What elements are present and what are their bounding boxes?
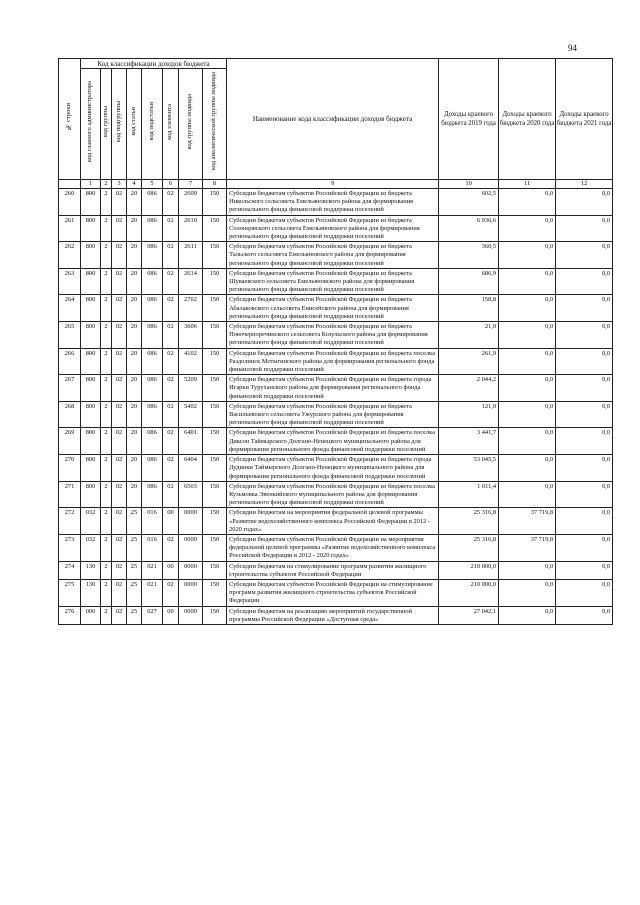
- code-cell: 6404: [179, 455, 203, 482]
- code-cell: 2: [101, 534, 112, 561]
- income-2020: 37 719,8: [499, 508, 556, 535]
- income-2020: 0,0: [499, 606, 556, 624]
- code-group-header: Код классификации доходов бюджета: [81, 59, 227, 69]
- code-cell: 016: [142, 534, 163, 561]
- code-cell: 150: [203, 215, 227, 242]
- income-2020: 0,0: [499, 455, 556, 482]
- code-cell: 150: [203, 242, 227, 269]
- income-2020: 37 719,8: [499, 534, 556, 561]
- code-cell: 800: [81, 322, 101, 349]
- code-cell: 150: [203, 455, 227, 482]
- income-2020: 0,0: [499, 481, 556, 508]
- code-cell: 02: [112, 579, 127, 606]
- code-cell: 800: [81, 189, 101, 216]
- row-number: 267: [59, 375, 81, 402]
- code-cell: 800: [81, 268, 101, 295]
- code-cell: 20: [127, 242, 142, 269]
- code-cell: 20: [127, 401, 142, 428]
- table-row: [59, 375, 613, 402]
- table-row: [59, 242, 613, 269]
- column-number: 6: [163, 180, 179, 189]
- code-cell: 02: [112, 455, 127, 482]
- income-2021: 0,0: [556, 242, 613, 269]
- code-cell: 150: [203, 428, 227, 455]
- income-2021: 0,0: [556, 189, 613, 216]
- code-cell: 02: [112, 189, 127, 216]
- code-column-header: код статьи: [127, 69, 142, 180]
- code-cell: 150: [203, 322, 227, 349]
- table-row: [59, 322, 613, 349]
- table-row: [59, 215, 613, 242]
- income-2019: 210 000,0: [439, 561, 499, 579]
- page-number: 94: [568, 43, 577, 53]
- row-number: 262: [59, 242, 81, 269]
- budget-income-table: [58, 58, 613, 625]
- income-2021: 0,0: [556, 561, 613, 579]
- column-number: 10: [439, 180, 499, 189]
- code-cell: 150: [203, 579, 227, 606]
- column-number: 8: [203, 180, 227, 189]
- code-cell: 2: [101, 268, 112, 295]
- code-cell: 2702: [179, 295, 203, 322]
- income-2020: 0,0: [499, 215, 556, 242]
- code-cell: 086: [142, 242, 163, 269]
- code-cell: 2609: [179, 189, 203, 216]
- code-cell: 086: [142, 268, 163, 295]
- income-name: Субсидии бюджетам субъектов Российской Федерации из бюджета Шуваевского сельсовета Емельяновского района для формирования регионального фонда финансовой поддержки поселений: [227, 268, 439, 295]
- code-cell: 2: [101, 606, 112, 624]
- income-2019: 121,0: [439, 401, 499, 428]
- income-name: Субсидии бюджетам субъектов Российской Федерации из бюджета Новочерноречинского сельсовета Козульского района для формирования регионального фонда финансовой поддержки поселений: [227, 322, 439, 349]
- table-row: [59, 534, 613, 561]
- income-name: Субсидии бюджетам субъектов Российской Федерации из бюджета Васильевского сельсовета Ужурского района для формирования регионального фонда финансовой поддержки поселений: [227, 401, 439, 428]
- column-number-blank: [59, 180, 81, 189]
- income-2021: 0,0: [556, 268, 613, 295]
- code-cell: 2: [101, 455, 112, 482]
- code-cell: 021: [142, 561, 163, 579]
- column-number: 3: [112, 180, 127, 189]
- code-cell: 2: [101, 481, 112, 508]
- income-2021: 0,0: [556, 534, 613, 561]
- table-row: [59, 455, 613, 482]
- code-cell: 20: [127, 215, 142, 242]
- code-cell: 6401: [179, 428, 203, 455]
- code-cell: 2: [101, 561, 112, 579]
- income-2020: 0,0: [499, 348, 556, 375]
- code-cell: 20: [127, 375, 142, 402]
- code-cell: 150: [203, 268, 227, 295]
- code-cell: 02: [112, 606, 127, 624]
- code-cell: 4102: [179, 348, 203, 375]
- column-number: 2: [101, 180, 112, 189]
- code-cell: 086: [142, 295, 163, 322]
- code-cell: 800: [81, 242, 101, 269]
- code-cell: 2: [101, 295, 112, 322]
- code-cell: 800: [81, 455, 101, 482]
- code-cell: 032: [81, 508, 101, 535]
- table-row: [59, 428, 613, 455]
- code-cell: 5402: [179, 401, 203, 428]
- code-cell: 2: [101, 189, 112, 216]
- income-2020: 0,0: [499, 322, 556, 349]
- table-row: [59, 295, 613, 322]
- code-column-header: код элемента: [163, 69, 179, 180]
- code-cell: 02: [163, 215, 179, 242]
- code-cell: 086: [142, 348, 163, 375]
- code-cell: 02: [112, 428, 127, 455]
- column-number: 11: [499, 180, 556, 189]
- code-cell: 086: [142, 401, 163, 428]
- row-number: 264: [59, 295, 81, 322]
- income-2019: 158,8: [439, 295, 499, 322]
- income-name: Субсидии бюджетам субъектов Российской Федерации из бюджета Никольского сельсовета Емельяновского района для формирования регионального фонда финансовой поддержки поселений: [227, 189, 439, 216]
- row-number: 266: [59, 348, 81, 375]
- code-cell: 02: [163, 295, 179, 322]
- code-column-header: код подстатьи: [142, 69, 163, 180]
- code-cell: 800: [81, 375, 101, 402]
- code-cell: 2: [101, 322, 112, 349]
- income-2020: 0,0: [499, 242, 556, 269]
- code-cell: 25: [127, 508, 142, 535]
- code-cell: 20: [127, 455, 142, 482]
- table-row: [59, 579, 613, 606]
- income-name: Субсидии бюджетам субъектов Российской Федерации из бюджета Абалаковского сельсовета Енисейского района для формирования регионального фонда финансовой поддержки поселений: [227, 295, 439, 322]
- code-cell: 2: [101, 401, 112, 428]
- income-2019: 360,5: [439, 242, 499, 269]
- income-2019: 1 011,4: [439, 481, 499, 508]
- income-2019: 3 441,7: [439, 428, 499, 455]
- income-name: Субсидии бюджетам субъектов Российской Федерации из бюджета поселка Диксон Таймырского Долгано-Ненецкого муниципального района для формирования регионального фонда финансовой поддержки поселений: [227, 428, 439, 455]
- column-number: 5: [142, 180, 163, 189]
- code-cell: 800: [81, 215, 101, 242]
- code-column-header: код подгруппы: [112, 69, 127, 180]
- code-cell: 2: [101, 375, 112, 402]
- row-number: 261: [59, 215, 81, 242]
- income-2021: 0,0: [556, 401, 613, 428]
- code-cell: 800: [81, 348, 101, 375]
- code-cell: 6503: [179, 481, 203, 508]
- code-cell: 02: [163, 455, 179, 482]
- code-cell: 02: [163, 268, 179, 295]
- code-cell: 02: [163, 401, 179, 428]
- row-number: 272: [59, 508, 81, 535]
- name-column-header: Наименование кода классификации доходов бюджета: [227, 59, 439, 180]
- code-cell: 130: [81, 561, 101, 579]
- code-cell: 086: [142, 455, 163, 482]
- code-cell: 016: [142, 508, 163, 535]
- income-2021: 0,0: [556, 579, 613, 606]
- code-cell: 150: [203, 348, 227, 375]
- code-cell: 800: [81, 295, 101, 322]
- code-cell: 20: [127, 322, 142, 349]
- table-row: [59, 348, 613, 375]
- code-cell: 20: [127, 189, 142, 216]
- code-cell: 25: [127, 579, 142, 606]
- row-number: 269: [59, 428, 81, 455]
- code-cell: 00: [163, 606, 179, 624]
- row-number: 265: [59, 322, 81, 349]
- income-2019: 602,5: [439, 189, 499, 216]
- code-cell: 086: [142, 481, 163, 508]
- code-cell: 027: [142, 606, 163, 624]
- income-2021: 0,0: [556, 508, 613, 535]
- table-row: [59, 189, 613, 216]
- code-cell: 02: [163, 579, 179, 606]
- income-name: Субсидии бюджетам на реализацию мероприятий государственной программы Российской Федерации «Доступная среда»: [227, 606, 439, 624]
- table-row: [59, 606, 613, 624]
- code-cell: 02: [112, 534, 127, 561]
- income-2019: 25 316,8: [439, 534, 499, 561]
- code-cell: 20: [127, 295, 142, 322]
- income-2021: 0,0: [556, 428, 613, 455]
- code-cell: 150: [203, 534, 227, 561]
- code-cell: 2: [101, 348, 112, 375]
- code-column-header: код главного администратора: [81, 69, 101, 180]
- income-2020: 0,0: [499, 375, 556, 402]
- code-cell: 02: [163, 428, 179, 455]
- code-cell: 2: [101, 508, 112, 535]
- income-2021: 0,0: [556, 322, 613, 349]
- income-2020-header: Доходы краевого бюджета 2020 года: [499, 59, 556, 180]
- code-cell: 02: [112, 348, 127, 375]
- income-2019: 261,9: [439, 348, 499, 375]
- code-cell: 086: [142, 215, 163, 242]
- income-2020: 0,0: [499, 189, 556, 216]
- income-2021-header: Доходы краевого бюджета 2021 года: [556, 59, 613, 180]
- code-cell: 20: [127, 481, 142, 508]
- code-cell: 02: [163, 534, 179, 561]
- row-number: 263: [59, 268, 81, 295]
- income-2019: 6 936,6: [439, 215, 499, 242]
- income-2020: 0,0: [499, 561, 556, 579]
- row-number: 270: [59, 455, 81, 482]
- income-2021: 0,0: [556, 295, 613, 322]
- code-cell: 800: [81, 481, 101, 508]
- code-cell: 0000: [179, 579, 203, 606]
- code-cell: 02: [163, 375, 179, 402]
- income-2019: 27 042,1: [439, 606, 499, 624]
- code-cell: 0000: [179, 534, 203, 561]
- code-cell: 02: [163, 481, 179, 508]
- column-number: 12: [556, 180, 613, 189]
- income-name: Субсидии бюджетам субъектов Российской Федерации из бюджета города Игарки Туруханского района для формирования регионального фонда финансовой поддержки поселений: [227, 375, 439, 402]
- row-number: 276: [59, 606, 81, 624]
- income-name: Субсидии бюджетам субъектов Российской Федерации из бюджета поселка Кузьмовка Эвенкийского муниципального района для формирования регионального фонда финансовой поддержки поселений: [227, 481, 439, 508]
- table-row: [59, 268, 613, 295]
- code-cell: 150: [203, 561, 227, 579]
- income-2020: 0,0: [499, 579, 556, 606]
- code-column-header: код аналитической группы подвида: [203, 69, 227, 180]
- income-name: Субсидии бюджетам субъектов Российской Федерации из бюджета города Дудинки Таймырского Долгано-Ненецкого муниципального района для формирования регионального фонда финансовой поддержки поселений: [227, 455, 439, 482]
- code-cell: 25: [127, 606, 142, 624]
- income-2020: 0,0: [499, 295, 556, 322]
- code-cell: 25: [127, 534, 142, 561]
- code-cell: 150: [203, 295, 227, 322]
- income-2021: 0,0: [556, 606, 613, 624]
- row-number: 273: [59, 534, 81, 561]
- code-cell: 150: [203, 401, 227, 428]
- table-row: [59, 401, 613, 428]
- code-cell: 150: [203, 606, 227, 624]
- code-cell: 2: [101, 428, 112, 455]
- income-2021: 0,0: [556, 455, 613, 482]
- income-name: Субсидии бюджетам субъектов Российской Федерации из бюджета Тальского сельсовета Емельяновского района для формирования регионального фонда финансовой поддержки поселений: [227, 242, 439, 269]
- code-cell: 2: [101, 579, 112, 606]
- code-cell: 032: [81, 534, 101, 561]
- table-row: [59, 508, 613, 535]
- code-cell: 02: [163, 189, 179, 216]
- code-cell: 00: [163, 561, 179, 579]
- code-cell: 02: [112, 481, 127, 508]
- code-cell: 02: [112, 375, 127, 402]
- income-2019: 210 000,0: [439, 579, 499, 606]
- code-cell: 150: [203, 375, 227, 402]
- row-number: 274: [59, 561, 81, 579]
- income-name: Субсидии бюджетам на стимулирование программ развития жилищного строительства субъектов Российской Федерации: [227, 561, 439, 579]
- code-cell: 0000: [179, 508, 203, 535]
- income-2019: 53 045,5: [439, 455, 499, 482]
- code-cell: 00: [163, 508, 179, 535]
- income-2021: 0,0: [556, 481, 613, 508]
- code-cell: 02: [163, 322, 179, 349]
- code-cell: 2: [101, 242, 112, 269]
- code-cell: 02: [112, 215, 127, 242]
- code-cell: 021: [142, 579, 163, 606]
- code-cell: 20: [127, 428, 142, 455]
- code-cell: 086: [142, 428, 163, 455]
- income-2019: 21,0: [439, 322, 499, 349]
- code-cell: 2: [101, 215, 112, 242]
- income-2019: 2 044,2: [439, 375, 499, 402]
- income-name: Субсидии бюджетам субъектов Российской Федерации на мероприятия федеральной целевой программы «Развитие водохозяйственного комплекса Российской Федерации в 2012 - 2020 годах»: [227, 534, 439, 561]
- code-column-header: код группы: [101, 69, 112, 180]
- code-cell: 2614: [179, 268, 203, 295]
- code-cell: 0000: [179, 606, 203, 624]
- income-name: Субсидии бюджетам субъектов Российской Федерации на стимулирование программ развития жилищного строительства субъектов Российской Федерации: [227, 579, 439, 606]
- income-name: Субсидии бюджетам субъектов Российской Федерации из бюджета Солонцовского сельсовета Емельяновского района для формирования регионального фонда финансовой поддержки поселений: [227, 215, 439, 242]
- code-cell: 02: [112, 242, 127, 269]
- column-number: 4: [127, 180, 142, 189]
- code-cell: 25: [127, 561, 142, 579]
- code-cell: 0000: [179, 561, 203, 579]
- code-cell: 2611: [179, 242, 203, 269]
- code-cell: 3606: [179, 322, 203, 349]
- code-cell: 086: [142, 189, 163, 216]
- income-2020: 0,0: [499, 268, 556, 295]
- income-2020: 0,0: [499, 428, 556, 455]
- code-cell: 000: [81, 606, 101, 624]
- code-cell: 150: [203, 508, 227, 535]
- income-2021: 0,0: [556, 348, 613, 375]
- income-2021: 0,0: [556, 215, 613, 242]
- code-cell: 02: [112, 561, 127, 579]
- column-number: 1: [81, 180, 101, 189]
- code-cell: 800: [81, 401, 101, 428]
- code-cell: 02: [163, 242, 179, 269]
- code-cell: 20: [127, 348, 142, 375]
- row-number: 275: [59, 579, 81, 606]
- code-cell: 02: [112, 508, 127, 535]
- code-cell: 086: [142, 375, 163, 402]
- income-2021: 0,0: [556, 375, 613, 402]
- row-number: 271: [59, 481, 81, 508]
- income-2019: 25 316,8: [439, 508, 499, 535]
- code-cell: 5209: [179, 375, 203, 402]
- code-cell: 02: [112, 295, 127, 322]
- code-cell: 150: [203, 189, 227, 216]
- code-cell: 02: [112, 322, 127, 349]
- column-number: 9: [227, 180, 439, 189]
- income-name: Субсидии бюджетам субъектов Российской Федерации из бюджета поселка Раздолинск Мотыгинского района для формирования регионального фонда финансовой поддержки поселений: [227, 348, 439, 375]
- row-number-header: № строки: [59, 59, 81, 180]
- income-2019-header: Доходы краевого бюджета 2019 года: [439, 59, 499, 180]
- code-cell: 130: [81, 579, 101, 606]
- income-2019: 686,9: [439, 268, 499, 295]
- code-column-header: код группы подвида: [179, 69, 203, 180]
- code-cell: 086: [142, 322, 163, 349]
- row-number: 268: [59, 401, 81, 428]
- income-name: Субсидии бюджетам на мероприятия федеральной целевой программы «Развитие водохозяйственного комплекса Российской Федерации в 2012 - 2020 годах»: [227, 508, 439, 535]
- code-cell: 20: [127, 268, 142, 295]
- code-cell: 02: [163, 348, 179, 375]
- code-cell: 02: [112, 401, 127, 428]
- code-cell: 150: [203, 481, 227, 508]
- table-row: [59, 561, 613, 579]
- table-row: [59, 481, 613, 508]
- code-cell: 800: [81, 428, 101, 455]
- code-cell: 02: [112, 268, 127, 295]
- income-2020: 0,0: [499, 401, 556, 428]
- row-number: 260: [59, 189, 81, 216]
- column-number: 7: [179, 180, 203, 189]
- code-cell: 2610: [179, 215, 203, 242]
